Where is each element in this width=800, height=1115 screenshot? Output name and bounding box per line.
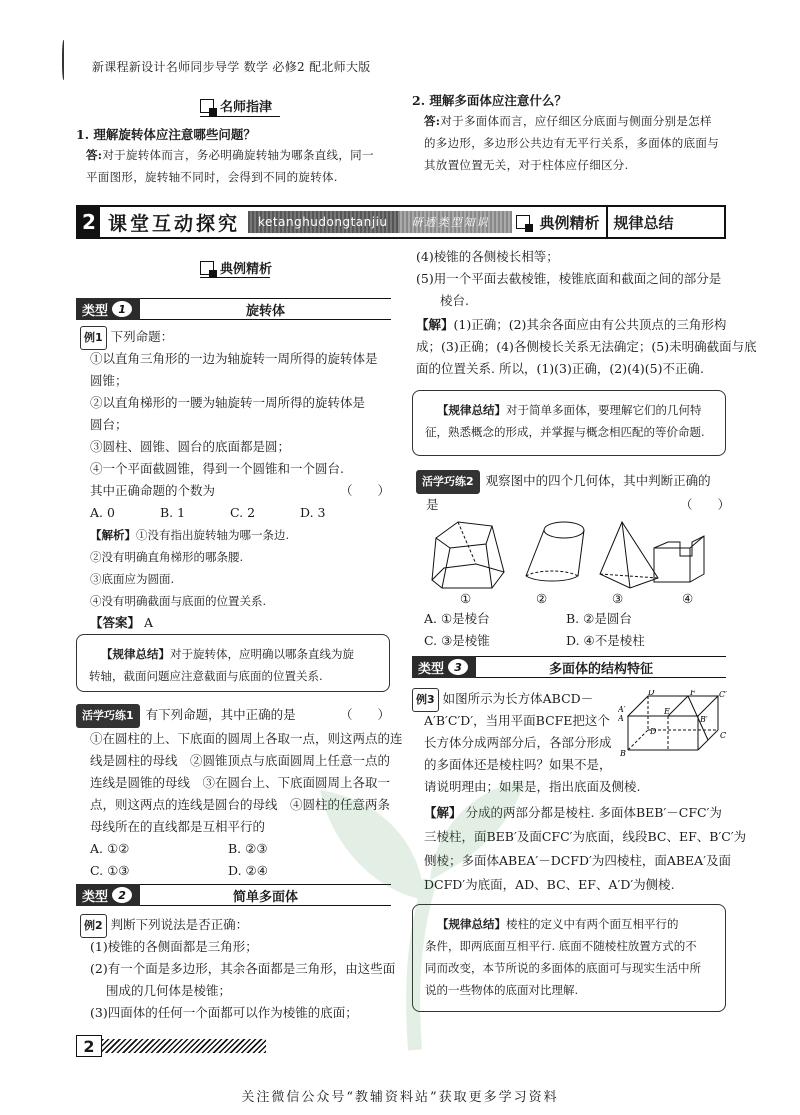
ex3-solution-3: 侧棱；多面体ABEA′－DCFD′为四棱柱，面ABEA′及面 [424, 853, 732, 868]
ex1-opt-b: B. 1 [160, 505, 186, 520]
solid-1-frustum [432, 522, 504, 588]
page-number-bar [76, 1035, 266, 1057]
type1-name: 旋转体 [140, 298, 391, 320]
top-face [628, 696, 718, 716]
guide-q1-answer-line2: 平面图形，旋转轴不同时，会得到不同的旋转体. [86, 170, 338, 184]
type-label: 类型 [82, 889, 109, 905]
fig-label-2: ② [536, 591, 548, 606]
type3-name: 多面体的结构特征 [476, 656, 726, 678]
type3-tag [412, 656, 476, 678]
practice-badge: 活学巧练1 [76, 704, 140, 728]
example-badge: 例3 [412, 688, 439, 712]
summary-box-1 [76, 634, 390, 692]
label-D1: D′ [648, 690, 657, 697]
banner-subtitle: 研透类型知识 [398, 211, 512, 233]
ex2-stem-text: 判断下列说法是否正确： [110, 917, 249, 932]
box3-line2: 条件，即两底面互相平行. 底面不随棱柱放置方式的不 [425, 939, 697, 953]
label-B: B [620, 749, 626, 756]
ex1-line4: 圆台； [90, 417, 128, 432]
ex3-line2: A′B′C′D′，当用平面BCFE把这个 [424, 713, 610, 728]
summary-label: 【规律总结】 [437, 917, 506, 931]
ex1-answer [90, 612, 153, 634]
ex1-analysis-3: ③底面应为圆面. [90, 572, 175, 586]
banner-dianli: 典例精析 [539, 213, 600, 232]
label-F: F [690, 690, 696, 697]
ex1-line5: ③圆柱、圆锥、圆台的底面都是圆； [90, 439, 291, 454]
ex2-line3: 围成的几何体是棱锥； [106, 983, 232, 998]
type-number: 1 [112, 301, 132, 317]
ex2-stem [80, 914, 248, 938]
fig-label-1: ① [460, 591, 472, 606]
type1-tag [76, 298, 140, 320]
practice2-opt-d: D. ④不是棱柱 [566, 633, 645, 648]
label-A1: A′ [618, 705, 626, 714]
ex1-line1: ①以直角三角形的一边为轴旋转一周所得的旋转体是 [90, 351, 378, 366]
practice1-line4: 点，则这两点的连线是圆台的母线 ④圆柱的任意两条 [90, 797, 391, 812]
practice2-opt-c: C. ③是棱锥 [424, 633, 490, 648]
label-A: A [618, 714, 624, 723]
ex1-opt-a: A. 0 [90, 505, 115, 520]
box1-line1 [89, 643, 377, 665]
ex1-opt-c: C. 2 [230, 505, 256, 520]
summary-label: 【规律总结】 [101, 647, 170, 661]
guide-title-underline [200, 116, 280, 117]
practice-badge: 活学巧练2 [416, 470, 480, 494]
practice1-stem [76, 704, 296, 728]
example-badge: 例1 [80, 326, 107, 350]
box3-line4: 说的一些物体的底面对比理解. [425, 983, 579, 997]
summary-label: 【规律总结】 [437, 403, 506, 417]
guide-q1-answer-line1 [86, 144, 374, 167]
solid-2-frustum-cone [526, 522, 584, 581]
ex1-paren: （ ） [340, 483, 391, 498]
ex1-stem [80, 326, 173, 350]
fig-label-4: ④ [682, 591, 694, 606]
watermark-logo [290, 780, 540, 1060]
summary-text: 对于简单多面体，要理解它们的几何特 [506, 403, 702, 417]
practice2-opt-a: A. ①是棱台 [424, 611, 490, 626]
practice2-paren: （ ） [680, 497, 731, 512]
ex1-line3: ②以直角梯形的一腰为轴旋转一周所得的旋转体是 [90, 395, 366, 410]
ex2-line4: (3)四面体的任何一个面都可以作为棱锥的底面； [90, 1005, 358, 1020]
box2-line2: 征，熟悉概念的形成，并掌握与概念相匹配的等价命题. [425, 425, 705, 439]
ex2-solution-2: 成；(3)正确；(4)各侧棱长关系无法确定；(5)未明确截面与底 [416, 339, 757, 354]
practice1-opt-b: B. ②③ [228, 841, 268, 856]
practice1-line3: 连线是圆锥的母线 ③在圆台上、下底面圆周上各取一 [90, 775, 391, 790]
label-D: D [650, 727, 657, 736]
dianli-underline [200, 277, 270, 278]
solid-3-pyramid [600, 522, 658, 588]
square-icon [200, 261, 214, 275]
ex1-opt-d: D. 3 [300, 505, 326, 520]
guide-q1: 1. 理解旋转体应注意哪些问题？ [76, 127, 256, 142]
label-E: E [664, 707, 670, 716]
practice1-paren: （ ） [340, 707, 391, 722]
solution-text: (1)正确；(2)其余各面应由有公共顶点的三角形构 [453, 317, 727, 332]
banner-pinyin: ketanghudongtanjiu [248, 211, 398, 233]
box2-line1 [425, 399, 713, 421]
ex3-line3: 长方体分成两部分后，各部分形成 [424, 735, 612, 750]
guide-q2-answer-line1 [424, 110, 712, 133]
ex3-line4: 的多面体还是棱柱吗？如果不是， [424, 757, 612, 772]
practice1-opt-a: A. ①② [90, 841, 130, 856]
box3-line3: 同而改变，本节所说的多面体的底面可与现实生活中所 [425, 961, 701, 975]
page-number: 2 [76, 1035, 102, 1057]
banner-title: 课堂互动探究 [108, 212, 241, 235]
fig-label-3: ③ [612, 591, 624, 606]
ex1-line2: 圆锥； [90, 373, 128, 388]
page-number-hatch [102, 1039, 266, 1053]
answer-label: 答: [424, 114, 441, 128]
footer-note: 关注微信公众号“教辅资料站”获取更多学习资料 [241, 1090, 559, 1105]
answer-label: 答: [86, 148, 103, 162]
type3-bar [412, 656, 726, 678]
banner-guilv: 规律总结 [606, 207, 680, 237]
summary-box-2 [412, 390, 726, 456]
practice2-stem [416, 470, 711, 494]
practice1-line5: 母线所在的直线都是互相平行的 [90, 819, 266, 834]
ex3-line1 [412, 688, 593, 712]
guide-q2-answer-line3: 其放置位置无关，对于柱体应仔细区分. [424, 158, 629, 172]
ex2-line5: (4)棱锥的各侧棱长相等； [416, 249, 559, 264]
edge-EF [668, 696, 688, 716]
solution-label: 【解】 [416, 317, 454, 332]
analysis-label: 【解析】 [90, 528, 136, 542]
ex1-analysis-2: ②没有明确直角梯形的哪条腰. [90, 550, 244, 564]
ex3-solution-4: DCFD′为底面，AD、BC、EF、A′D′为侧棱. [424, 877, 675, 892]
solid-4-notched-prism [654, 536, 704, 582]
answer-label: 【答案】 [90, 615, 141, 630]
type-label: 类型 [82, 303, 109, 319]
practice1-stem-text: 有下列命题，其中正确的是 [145, 707, 296, 722]
label-C1: C′ [719, 690, 727, 699]
practice2-stem2: 是 [426, 497, 439, 512]
answer-value: A [144, 615, 154, 630]
label-C: C [720, 731, 727, 740]
practice1-line2: 线是圆柱的母线 ②圆锥顶点与底面圆周上任意一点的 [90, 753, 391, 768]
banner-number: 2 [78, 207, 100, 237]
ex2-solution-3: 面的位置关系. 所以，(1)(3)正确，(2)(4)(5)不正确. [416, 361, 704, 376]
summary-text: 棱柱的定义中有两个面互相平行的 [506, 917, 679, 931]
ex2-line7: 棱台. [440, 293, 469, 308]
ex3-line5: 请说明理由；如果是，指出底面及侧棱. [424, 779, 641, 794]
type-label: 类型 [418, 661, 445, 677]
practice1-line1: ①在圆柱的上、下底面的圆周上各取一点，则这两点的连 [90, 731, 403, 746]
ex2-line1: (1)棱锥的各侧面都是三角形； [90, 939, 258, 954]
four-solids-figure [428, 518, 718, 590]
header-bracket [62, 40, 66, 80]
label-B1: B′ [700, 715, 708, 724]
guide-title [200, 96, 272, 115]
dianli-title [200, 258, 272, 277]
type2-name: 简单多面体 [140, 884, 391, 906]
ex2-line2: (2)有一个面是多边形，其余各面都是三角形，由这些面 [90, 961, 396, 976]
box1-line2: 转轴，截面问题应注意截面与底面的位置关系. [89, 669, 323, 683]
ex1-analysis-1 [90, 524, 289, 546]
answer-text: 对于旋转体而言，务必明确旋转轴为哪条直线，同一 [102, 148, 374, 162]
guide-q2: 2. 理解多面体应注意什么？ [412, 93, 567, 108]
ex2-line6: (5)用一个平面去截棱锥，棱锥底面和截面之间的部分是 [416, 271, 722, 286]
section-banner [76, 205, 726, 239]
ex1-line6: ④一个平面截圆锥，得到一个圆锥和一个圆台. [90, 461, 344, 476]
cuboid-figure [618, 690, 728, 756]
ex1-analysis-4: ④没有明确截面与底面的位置关系. [90, 594, 267, 608]
analysis-text: ①没有指出旋转轴为哪一条边. [136, 528, 290, 542]
example-badge: 例2 [80, 914, 107, 938]
book-header: 新课程新设计名师同步导学 数学 必修2 配北师大版 [92, 60, 371, 74]
practice2-opt-b: B. ②是圆台 [566, 611, 632, 626]
answer-text: 对于多面体而言，应仔细区分底面与侧面分别是怎样 [440, 114, 712, 128]
practice1-opt-c: C. ①③ [90, 863, 130, 878]
ex3-line1-text: 如图所示为长方体ABCD－ [442, 691, 594, 706]
practice1-opt-d: D. ②④ [228, 863, 268, 878]
ex1-stem-text: 下列命题： [110, 329, 174, 344]
solution-text: 分成的两部分都是棱柱. 多面体BEB′－CFC′为 [465, 805, 722, 820]
type2-tag [76, 884, 140, 906]
square-icon [200, 99, 214, 113]
type-number: 2 [112, 887, 132, 903]
ex2-solution-1 [416, 314, 726, 336]
type-number: 3 [448, 659, 468, 675]
guide-title-text: 名师指津 [220, 100, 273, 115]
summary-text: 对于旋转体，应明确以哪条直线为旋 [170, 647, 354, 661]
dianli-title-text: 典例精析 [220, 262, 273, 277]
square-icon [516, 215, 530, 229]
guide-q2-answer-line2: 的多边形，多边形公共边有无平行关系，多面体的底面与 [424, 136, 719, 150]
ex3-solution-2: 三棱柱，面BEB′及面CFC′为底面，线段BC、EF、B′C′为 [424, 829, 747, 844]
practice2-stem-text: 观察图中的四个几何体，其中判断正确的 [485, 473, 711, 488]
type1-bar [76, 298, 391, 320]
solution-label: 【解】 [424, 805, 462, 820]
ex1-line7: 其中正确命题的个数为 [90, 483, 216, 498]
